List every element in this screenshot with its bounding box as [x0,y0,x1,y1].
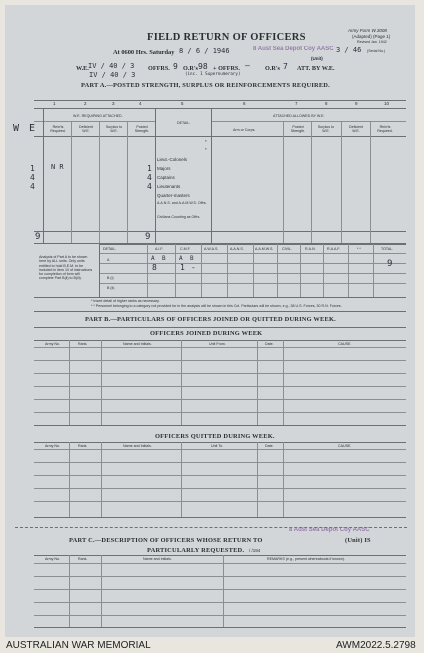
footer-institution: AUSTRALIAN WAR MEMORIAL [6,640,151,651]
analysis-note: Analysis of Part A to be shown here by ALL units. Only units entitled to hold B.E.M. to be included in item 10 of instructions for completion of form will complete Part B(ii) to B(iii). [39,255,93,281]
quitted-col-rank: Rank. [78,444,88,448]
right-head-arm: Arm or Corps. [233,128,256,132]
ors2-label: O.R's [265,65,280,72]
quitted-col-cause: CAUSE. [338,444,352,448]
form-title: FIELD RETURN OF OFFICERS [147,32,306,43]
analysis-val-1: 8 [152,263,157,272]
hand-nr: N R [51,163,64,171]
hand-left-3: 4 [30,182,35,191]
col-number: 2 [84,101,87,106]
col-number: 9 [355,101,358,106]
joined-col-unit: Unit From. [209,342,226,346]
part-c-col-remarks: REMARKS (e.g., present whereabouts if known). [267,557,345,561]
analysis-total: 9 [387,259,393,269]
col-number: 3 [112,101,115,106]
col-number: 4 [139,101,142,106]
hand-posted-1: 1 [147,164,152,173]
plus-offrs-label: + OFFRS. [213,65,240,72]
joined-col-army: Army No. [45,342,60,346]
analysis-letter-a2: A [179,255,183,262]
detail-head: DETAIL. [177,121,191,125]
analysis-letter-a1: A [151,255,157,262]
we-label: W.E. [76,65,89,72]
analysis-head-aamws: A.A.M.W.S. [255,247,274,251]
part-c-col-name: Name and Initials. [143,557,172,561]
part-c-heading: PART C.—DESCRIPTION OF OFFICERS WHOSE RETURN TO [69,537,263,544]
analysis-head-aans: A.A.N.S. [230,247,244,251]
part-c-date: / /194 [249,548,261,553]
army-form-label: Army Form W.3008 [348,28,387,33]
quitted-col-unit: Unit To. [211,444,224,448]
quitted-col-name: Name and Initials. [123,444,152,448]
part-c-col-army: Army No. [45,557,60,561]
joined-col-cause: CAUSE. [338,342,352,346]
part-c-col-rank: Rank. [78,557,88,561]
hand-left-2: 4 [30,173,35,182]
note-1: * Insert detail of higher ranks as necessary. [91,299,160,303]
rank-lt-col: Lieut.-Colonels [157,157,188,162]
right-head-surplus: Surplus to W.E. [317,125,335,133]
hand-left-1: 1 [30,164,35,173]
analysis-head-ran: R.A.N. [305,247,316,251]
col-number: 6 [243,101,246,106]
footer-accession: AWM2022.5.2798 [336,640,416,651]
we-requiring-head: W.E. REQUIRING ATTACHED. [73,114,123,118]
unit-stamp-top: 8 Aust Sea Depot Coy AASC [253,46,334,52]
right-head-reints: Rein'ts Required. [377,125,393,133]
offrs-label: OFFRS. [148,65,170,72]
quitted-col-army: Army No. [45,444,60,448]
rank-lieutenants: Lieutenants [157,184,181,189]
rank-civilians: Civilians Counting as Offrs. [157,215,201,219]
joined-col-rank: Rank. [78,342,88,346]
col-number: 5 [181,101,184,106]
ors2-value: 7 [283,62,288,71]
right-head-deficient: Deficient W.E. [349,125,363,133]
ors-value: 98 [198,62,208,71]
part-c-requested: PARTICULARLY REQUESTED. [147,547,245,554]
adapted-label: (Adapted) (Page 1) [352,34,391,39]
rank-aans: A.A.N.S. and A.A.M.W.S. Offrs. [157,201,207,205]
analysis-head-total: TOTAL. [381,247,394,251]
hand-total-left: 9 [35,232,41,242]
part-a-heading: PART A.—POSTED STRENGTH, SURPLUS OR REINFORCEMENTS REQUIRED. [81,82,330,89]
analysis-head-awas: A.W.A.S. [204,247,219,251]
hand-total-posted: 9 [145,232,151,242]
rank-captains: Captains [157,175,175,180]
right-head-posted: Posted Strength. [290,125,306,133]
serial-label: (Serial No.) [367,49,386,53]
analysis-head-raaf: R.A.A.F. [327,247,341,251]
hand-we: W E [13,123,38,134]
date-handwritten: 8 / 6 / 1946 [179,47,230,55]
note-2: * * Personnel belonging to a category not provided for in the analysis will be shown in this Col. Particulars will be shown, e.g., 38 U.S. Forces, 30 R.N. Forces. [91,304,342,308]
analysis-head-aif: A.I.F. [155,247,164,251]
analysis-row-bii: B (ii) [107,286,115,290]
col-number: 10 [384,101,390,106]
analysis-head-detail: DETAIL. [103,247,117,251]
hand-posted-3: 4 [147,182,152,191]
analysis-letter-b2: B [190,255,194,262]
analysis-head-civil: CIVIL. [282,247,292,251]
quitted-heading: OFFICERS QUITTED DURING WEEK. [155,433,275,440]
analysis-val-3: - [191,263,196,272]
analysis-row-bi: B (i) [107,276,114,280]
left-head-surplus: Surplus to W.E. [105,125,123,133]
unit-stamp-bottom: 8 Aust Sea Depot Coy AASC [289,527,370,533]
analysis-letter-b1: B [162,255,166,262]
joined-col-date: Date. [265,342,274,346]
att-label: ATT. BY W.E. [297,65,335,72]
rank-majors: Majors [157,166,171,171]
part-b-heading: PART B.—PARTICULARS OF OFFICERS JOINED OR QUITTED DURING WEEK. [85,316,336,323]
rank-quartermasters: Quarter-masters [157,193,190,198]
ors-label: O.R's [183,65,198,72]
we-alt-value: IV / 40 / 3 [89,71,136,79]
attached-allowed-head: ATTACHED ALLOWED BY W.E. [273,114,325,118]
form-sheet: Army Form W.3008 (Adapted) (Page 1) Revised Jan. 1942 FIELD RETURN OF OFFICERS At 0600 Hrs. Saturday 8 / 6 / 1946 8 Aust Sea Depot Coy AASC (Unit) 3 / 46 (Serial No.) W.E. IV / 40 / 3 OFFRS. 9 O.R's 98 + OFFRS. — O.R's 7 ATT. BY W.E. (inc. 1 Supernumerary) IV / 40 / 3 PART A.—POSTED STRENGTH, SURPLUS OR REINFORCEMENTS REQUIRED. 1 2 3 4 5 6 7 8 9 10 W.E. REQUIRING ATTACHED. ATTACHED ALLOWED BY W.E. DETAIL. Rein'ts Required. Deficient W.E. Surplus to W.E. Posted Strength. Arm or Corps. Posted Strength. Surplus to W.E. Deficient W.E. Rein'ts Required. * * Lieut.-Colonels Majors Captains Lieutenants Quarter-masters A.A.N.S. and A.A.M.W.S. Offrs. Civilians Counting as Offrs. W E N R 1 4 4 1 4 4 9 9 Analysis of Part A to be shown here by ALL units. Only units entitled to hold B.E.M. to be included in item 10 of instructions for completion of form will complete Part B(ii) to B(iii). DETAIL. A.I.F. C.M.F. A.W.A.S. A.A.N.S. A.A.M.W.S. CIVIL. R.A.N. R.A.A.F. * * TOTAL. A B (i) B (ii) A B A B 8 1 - 9 * Insert detail of higher ranks as necessary. * * Personnel belonging to a category not provided for in the analysis will be shown in this Col. Particulars will be shown, e.g., 38 U.S. Forces, 30 R.N. Forces. PART B.—PARTICULARS OF OFFICERS JOINED OR QUITTED DURING WEEK. OFFICERS JOINED DURING WEEK Army No. Rank. Name and Initials. Unit From. Date. CAUSE. OFFICERS QUITTED DURING WEEK. Army No. Rank. Name and Initials. Unit To. Date. CAUSE. PART C.—DESCRIPTION OF OFFICERS WHOSE RETURN TO 8 Aust Sea Depot Coy AASC (Unit) IS PARTICULARLY REQUESTED. / /194 Army No. Rank. Name and Initials. REMARKS (e.g., present whereabouts if known). [5,5,415,637]
serial-handwritten: 3 / 46 [336,46,362,54]
at-line: At 0600 Hrs. Saturday [113,49,175,56]
quitted-col-date: Date. [265,444,274,448]
part-c-unit: (Unit) IS [345,537,371,544]
supernumerary-note: (inc. 1 Supernumerary) [185,71,241,76]
offrs-value: 9 [173,62,178,71]
col-number: 7 [295,101,298,106]
left-head-deficient: Deficient W.E. [79,125,93,133]
joined-col-name: Name and Initials. [123,342,152,346]
analysis-val-2: 1 [180,263,185,272]
joined-heading: OFFICERS JOINED DURING WEEK [150,330,263,337]
we-value: IV / 40 / 3 [88,62,135,70]
hand-posted-2: 4 [147,173,152,182]
col-number: 8 [325,101,328,106]
left-head-reints: Rein'ts Required. [50,125,66,133]
revised-label: Revised Jan. 1942 [357,40,387,44]
analysis-head-other: * * [357,247,361,251]
left-head-posted: Posted Strength. [134,125,150,133]
analysis-row-a: A [107,258,110,262]
col-number: 1 [53,101,56,106]
analysis-head-cmf: C.M.F. [180,247,191,251]
plus-offrs-value: — [245,61,250,70]
unit-label: (Unit) [311,56,323,61]
